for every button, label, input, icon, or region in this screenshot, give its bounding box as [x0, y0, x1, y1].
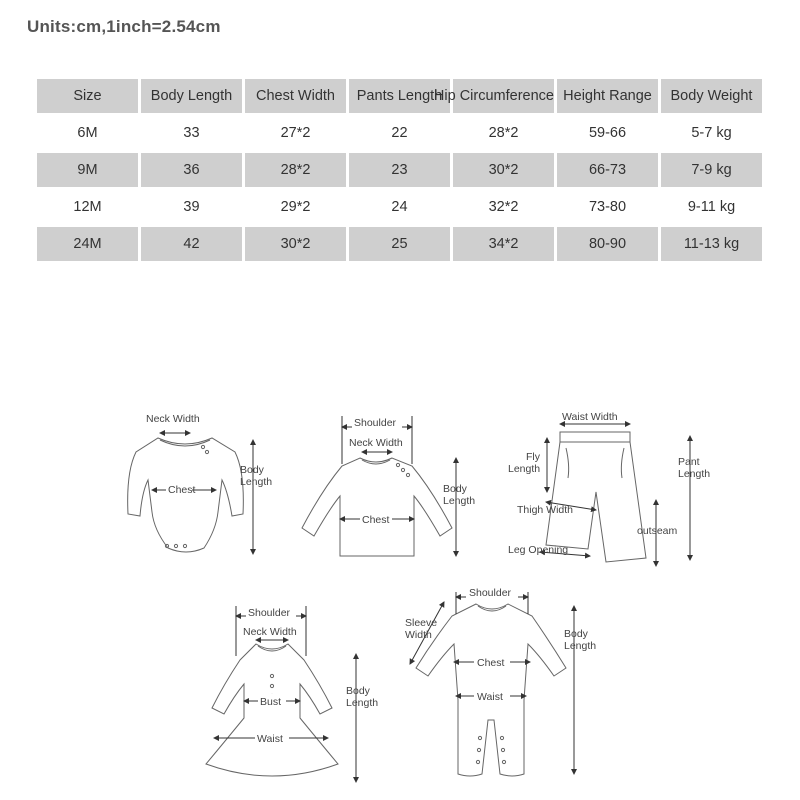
button-icon	[476, 760, 479, 763]
button-icon	[477, 748, 480, 751]
button-icon	[396, 463, 399, 466]
waist-width-label: Waist Width	[562, 411, 618, 423]
table-cell: 24	[349, 190, 450, 224]
table-cell: 25	[349, 227, 450, 261]
bust-label: Bust	[260, 696, 282, 708]
table-cell: 66-73	[557, 153, 658, 187]
neck-width-label: Neck Width	[349, 437, 403, 449]
button-icon	[183, 544, 186, 547]
table-cell: 12M	[37, 190, 138, 224]
table-cell: 6M	[37, 116, 138, 150]
dress-outline	[206, 644, 338, 776]
top-diagram	[302, 416, 475, 556]
sleeve-width-label: Width	[405, 629, 432, 641]
column-header: Chest Width	[245, 79, 346, 113]
table-cell: 28*2	[453, 116, 554, 150]
fly-length-label: Length	[508, 463, 541, 475]
button-icon	[501, 748, 504, 751]
chest-label: Chest	[362, 514, 390, 526]
button-icon	[270, 684, 273, 687]
table-row	[37, 227, 762, 261]
table-cell: 5-7 kg	[661, 116, 762, 150]
measurement-diagrams	[0, 380, 800, 800]
units-note: Units:cm,1inch=2.54cm	[27, 17, 221, 36]
shoulder-label: Shoulder	[354, 417, 397, 429]
table-cell: 30*2	[245, 227, 346, 261]
shoulder-label: Shoulder	[248, 607, 291, 619]
pant-length-label: Pant	[678, 456, 700, 468]
body-length-label: Body	[443, 483, 467, 495]
table-row	[37, 190, 762, 224]
table-cell: 9-11 kg	[661, 190, 762, 224]
chest-label: Chest	[477, 657, 505, 669]
neck-width-label: Neck Width	[243, 626, 297, 638]
body-length-label: Length	[346, 697, 379, 709]
table-cell: 32*2	[453, 190, 554, 224]
button-icon	[502, 760, 505, 763]
table-cell: 24M	[37, 227, 138, 261]
waist-label: Waist	[257, 733, 283, 745]
table-cell: 23	[349, 153, 450, 187]
button-icon	[401, 468, 404, 471]
top-outline	[302, 458, 452, 556]
table-cell: 59-66	[557, 116, 658, 150]
body-length-label: Length	[240, 476, 273, 488]
romper-diagram	[405, 587, 596, 776]
leg-opening-label: Leg Opening	[508, 544, 569, 556]
outseam-label: outseam	[637, 525, 678, 537]
column-header: Body Length	[141, 79, 242, 113]
button-icon	[500, 736, 503, 739]
body-length-label: Body	[564, 628, 588, 640]
pant-length-label: Length	[678, 468, 711, 480]
table-cell: 9M	[37, 153, 138, 187]
table-cell: 7-9 kg	[661, 153, 762, 187]
table-cell: 34*2	[453, 227, 554, 261]
column-header: Body Weight	[661, 79, 762, 113]
body-length-label: Body	[346, 685, 370, 697]
table-cell: 33	[141, 116, 242, 150]
table-cell: 73-80	[557, 190, 658, 224]
button-icon	[406, 473, 409, 476]
table-cell: 42	[141, 227, 242, 261]
pants-waistband	[560, 432, 630, 442]
table-cell: 39	[141, 190, 242, 224]
pants-pocket	[621, 448, 624, 478]
dress-diagram	[206, 606, 378, 782]
button-icon	[201, 445, 204, 448]
waist-label: Waist	[477, 691, 503, 703]
table-cell: 36	[141, 153, 242, 187]
sleeve-width-label: Sleeve	[405, 617, 438, 629]
button-icon	[174, 544, 177, 547]
body-length-label: Length	[564, 640, 597, 652]
pants-pocket	[566, 448, 569, 478]
column-header: Pants Length	[349, 79, 450, 113]
fly-length-label: Fly	[526, 451, 540, 463]
body-length-label: Body	[240, 464, 264, 476]
column-header: Height Range	[557, 79, 658, 113]
column-header: Size	[37, 79, 138, 113]
table-cell: 28*2	[245, 153, 346, 187]
button-icon	[205, 450, 208, 453]
table-row	[37, 153, 762, 187]
body-length-label: Length	[443, 495, 476, 507]
button-icon	[478, 736, 481, 739]
size-chart-table	[34, 76, 765, 264]
pants-diagram	[508, 411, 710, 566]
neck-width-label: Neck Width	[146, 413, 200, 425]
table-cell: 29*2	[245, 190, 346, 224]
shoulder-label: Shoulder	[469, 587, 512, 599]
bodysuit-diagram	[128, 413, 273, 554]
table-cell: 22	[349, 116, 450, 150]
table-cell: 80-90	[557, 227, 658, 261]
column-header: Hip Circumference	[453, 79, 554, 113]
table-cell: 30*2	[453, 153, 554, 187]
table-header-row	[37, 79, 762, 113]
chest-label: Chest	[168, 484, 196, 496]
table-row	[37, 116, 762, 150]
thigh-width-label: Thigh Width	[517, 504, 574, 516]
button-icon	[270, 674, 273, 677]
table-cell: 27*2	[245, 116, 346, 150]
table-cell: 11-13 kg	[661, 227, 762, 261]
